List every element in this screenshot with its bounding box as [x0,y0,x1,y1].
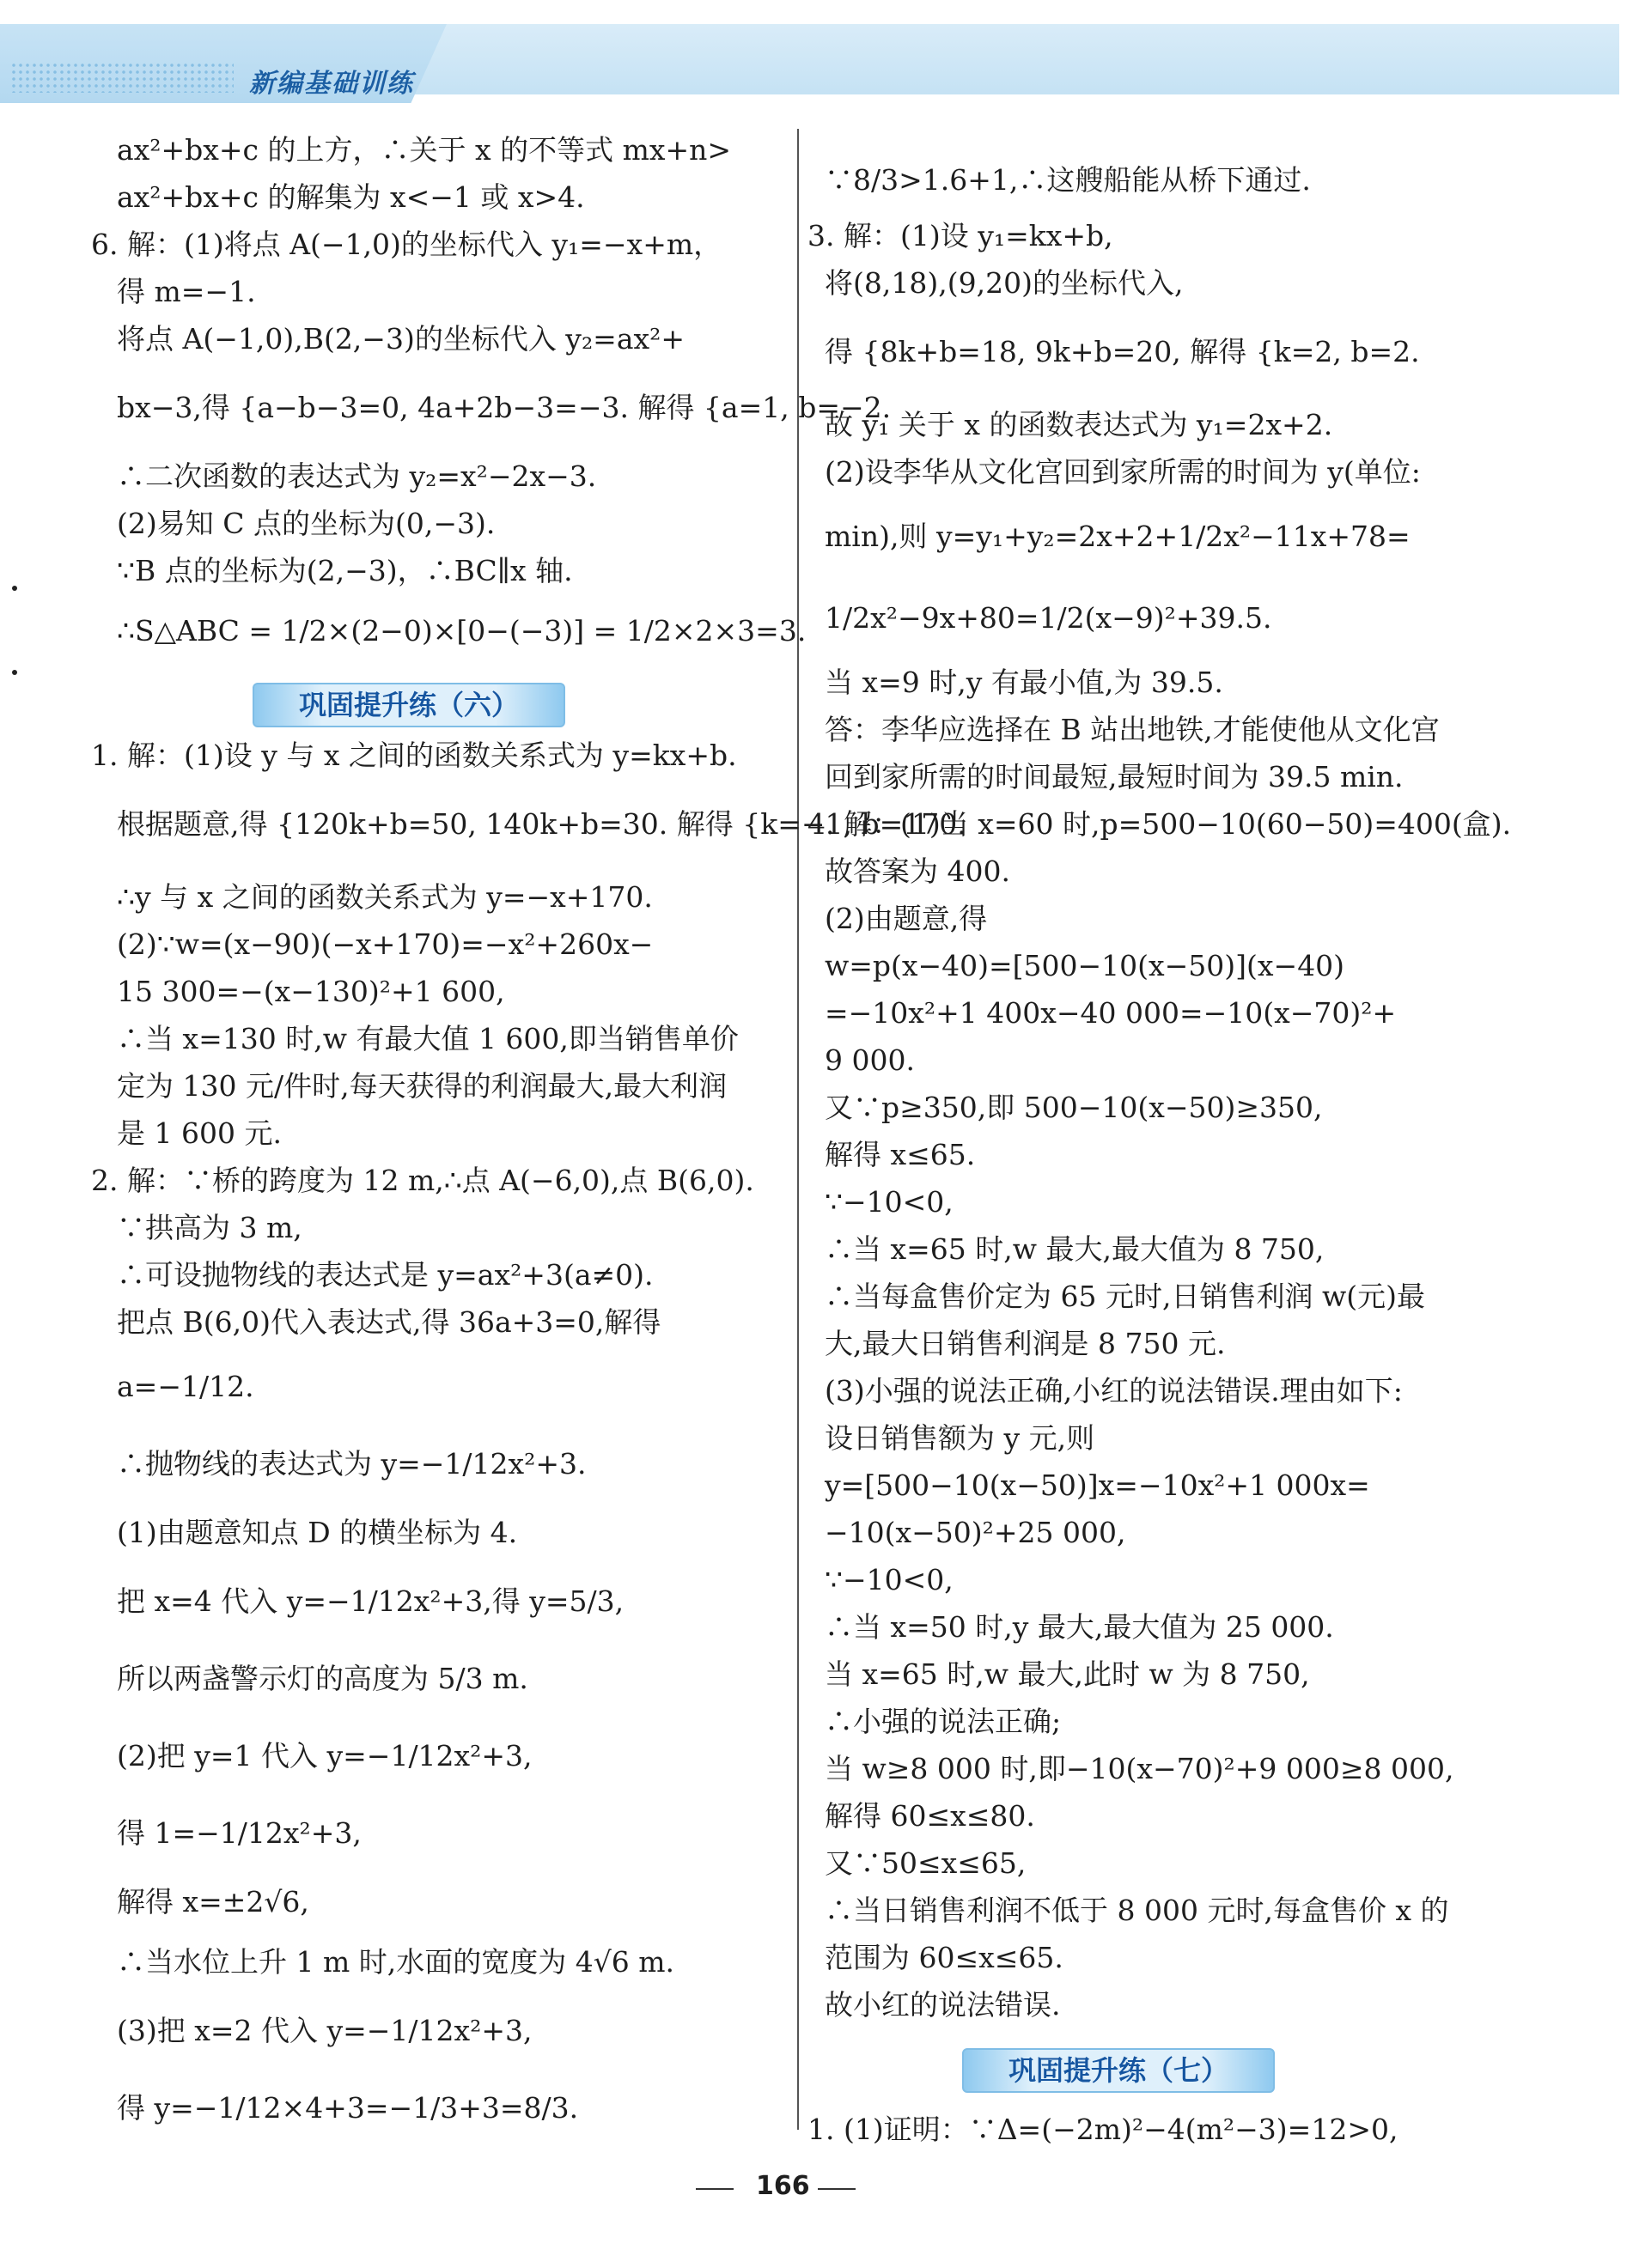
text-line: (2)∵w=(x−90)(−x+170)=−x²+260x− [117,927,654,961]
text-line: 当 x=65 时,w 最大,此时 w 为 8 750, [825,1657,1310,1691]
text-line: 故小红的说法错误. [825,1988,1061,2022]
text-line: (2)由题意,得 [825,902,988,935]
text-line: −10(x−50)²+25 000, [825,1516,1126,1549]
text-line: 6. 解：(1)将点 A(−1,0)的坐标代入 y₁=−x+m， [91,228,722,261]
text-line: 大,最大日销售利润是 8 750 元. [825,1327,1226,1360]
text-line: ∴当水位上升 1 m 时,水面的宽度为 4√6 m. [117,1945,675,1979]
text-line: 2. 解：∵桥的跨度为 12 m,∴点 A(−6,0),点 B(6,0). [91,1164,754,1197]
margin-dot [12,670,17,675]
text-line: bx−3,得 {a−b−3=0, 4a+2b−3=−3. 解得 {a=1, b=−2. [117,391,892,424]
text-line: 得 y=−1/12×4+3=−1/3+3=8/3. [117,2091,579,2125]
text-line: ∵−10<0, [825,1563,954,1596]
text-line: 把 x=4 代入 y=−1/12x²+3,得 y=5/3, [117,1584,625,1618]
page-number-dash-left [696,2188,734,2190]
section-title-7: 巩固提升练（七） [962,2048,1275,2093]
text-line: ∵−10<0, [825,1185,954,1219]
text-line: (3)把 x=2 代入 y=−1/12x²+3, [117,2014,533,2047]
text-line: 解得 x=±2√6, [117,1885,309,1918]
text-line: (2)易知 C 点的坐标为(0,−3). [117,507,496,540]
text-line: (2)设李华从文化宫回到家所需的时间为 y(单位: [825,455,1421,489]
text-line: 1/2x²−9x+80=1/2(x−9)²+39.5. [825,601,1272,635]
header-dot-pattern [10,62,234,93]
text-line: ∴当 x=130 时,w 有最大值 1 600,即当销售单价 [117,1022,739,1055]
text-line: 定为 130 元/件时,每天获得的利润最大,最大利润 [117,1069,728,1103]
text-line: 故 y₁ 关于 x 的函数表达式为 y₁=2x+2. [825,408,1333,441]
text-line: 范围为 60≤x≤65. [825,1941,1063,1974]
text-line: ∴抛物线的表达式为 y=−1/12x²+3. [117,1447,587,1481]
text-line: 设日销售额为 y 元,则 [825,1421,1095,1455]
text-line: 解得 x≤65. [825,1138,976,1171]
text-line: ax²+bx+c 的上方，∴关于 x 的不等式 mx+n> [117,133,732,167]
text-line: ∴小强的说法正确; [825,1705,1062,1738]
text-line: 把点 B(6,0)代入表达式,得 36a+3=0,解得 [117,1305,661,1339]
text-line: ∴当日销售利润不低于 8 000 元时,每盒售价 x 的 [825,1894,1449,1927]
text-line: (3)小强的说法正确,小红的说法错误.理由如下: [825,1374,1403,1408]
page-number: 166 [756,2171,810,2201]
text-line: ax²+bx+c 的解集为 x<−1 或 x>4. [117,180,585,214]
page-number-dash-right [818,2188,856,2190]
text-line: 当 x=9 时,y 有最小值,为 39.5. [825,666,1223,699]
text-line: a=−1/12. [117,1370,254,1403]
text-line: ∴S△ABC = 1/2×(2−0)×[0−(−3)] = 1/2×2×3=3. [117,614,807,648]
text-line: ∴可设抛物线的表达式是 y=ax²+3(a≠0). [117,1258,654,1292]
text-line: 所以两盏警示灯的高度为 5/3 m. [117,1662,528,1695]
text-line: y=[500−10(x−50)]x=−10x²+1 000x= [825,1468,1370,1502]
text-line: min),则 y=y₁+y₂=2x+2+1/2x²−11x+78= [825,520,1411,553]
series-title: 新编基础训练 [249,69,414,99]
text-line: 3. 解：(1)设 y₁=kx+b, [807,219,1113,252]
text-line: 回到家所需的时间最短,最短时间为 39.5 min. [825,760,1404,793]
text-line: 解得 60≤x≤80. [825,1799,1035,1833]
text-line: 得 {8k+b=18, 9k+b=20, 解得 {k=2, b=2. [825,335,1420,368]
text-line: 将(8,18),(9,20)的坐标代入, [825,266,1184,300]
margin-dot [12,586,17,591]
text-line: 故答案为 400. [825,854,1010,888]
text-line: 1. 解：(1)设 y 与 x 之间的函数关系式为 y=kx+b. [91,739,737,772]
text-line: ∴二次函数的表达式为 y₂=x²−2x−3. [117,459,597,493]
text-line: 得 1=−1/12x²+3, [117,1816,362,1850]
text-line: 将点 A(−1,0),B(2,−3)的坐标代入 y₂=ax²+ [117,322,685,356]
text-line: ∴当每盒售价定为 65 元时,日销售利润 w(元)最 [825,1280,1425,1313]
text-line: 当 w≥8 000 时,即−10(x−70)²+9 000≥8 000, [825,1752,1454,1785]
text-line: 根据题意,得 {120k+b=50, 140k+b=30. 解得 {k=−1, b=170. [117,807,966,841]
text-line: (1)由题意知点 D 的横坐标为 4. [117,1516,518,1549]
text-line: 4. 解：(1)当 x=60 时,p=500−10(60−50)=400(盒). [807,807,1512,841]
text-line: 是 1 600 元. [117,1116,282,1150]
section-title-6: 巩固提升练（六） [253,683,565,727]
text-line: 1. (1)证明：∵Δ=(−2m)²−4(m²−3)=12>0, [807,2113,1398,2146]
text-line: ∵B 点的坐标为(2,−3)，∴BC∥x 轴. [117,554,573,587]
text-line: 9 000. [825,1043,915,1077]
text-line: =−10x²+1 400x−40 000=−10(x−70)²+ [825,996,1397,1030]
text-line: ∵8/3>1.6+1,∴这艘船能从桥下通过. [825,163,1311,197]
text-line: ∴当 x=65 时,w 最大,最大值为 8 750, [825,1232,1325,1266]
text-line: ∴当 x=50 时,y 最大,最大值为 25 000. [825,1610,1334,1644]
text-line: 答：李华应选择在 B 站出地铁,才能使他从文化宫 [825,713,1440,746]
column-divider [797,129,799,2130]
text-line: w=p(x−40)=[500−10(x−50)](x−40) [825,949,1345,982]
text-line: 又∵50≤x≤65, [825,1846,1027,1880]
text-line: 15 300=−(x−130)²+1 600, [117,975,505,1008]
text-line: 得 m=−1. [117,275,256,308]
text-line: (2)把 y=1 代入 y=−1/12x²+3, [117,1739,533,1772]
text-line: ∴y 与 x 之间的函数关系式为 y=−x+170. [117,880,653,914]
text-line: 又∵p≥350,即 500−10(x−50)≥350, [825,1091,1323,1124]
text-line: ∵拱高为 3 m, [117,1211,302,1244]
